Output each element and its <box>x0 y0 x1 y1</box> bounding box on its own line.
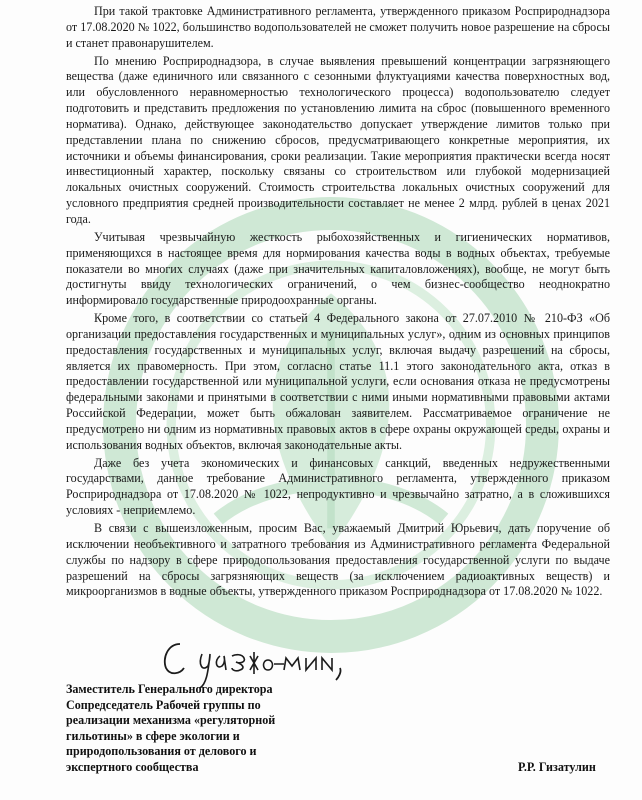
signer-name: Р.Р. Гизатулин <box>518 760 596 774</box>
signer-title-line: гильотины» в сфере экологии и <box>66 728 240 743</box>
signer-title <box>66 682 306 776</box>
letter-body <box>66 4 610 602</box>
paragraph-2: По мнению Росприроднадзора, в случае выявления превышений концентрации загрязняющего вещества (даже единичного или связанного с сезонными флуктуациями качества поверхностных вод, или обусловленного неравномерностью технологического процесса) водопользователю следует подготовить и представить предложения по установлению лимита на сброс (повышенного временного норматива). Однако, действующее законодательство допускает утверждение лимитов только при представлении плана по снижению сбросов, предусматривающего конкретные мероприятия, их источники и объемы финансирования, сроки реализации. Такие мероприятия практически всегда носят инвестиционный характер, поскольку связаны со строительством или глубокой модернизацией локальных очистных сооружений. Стоимость строительства локальных очистных сооружений для условного предприятия средней производительности составляет не менее 2 млрд. рублей в ценах 2021 года. <box>66 53 610 226</box>
signer-title-line: реализации механизма «регуляторной <box>66 713 276 728</box>
paragraph-5: Даже без учета экономических и финансовых санкций, введенных недружественными государствами, данное требование Административного регламента, утвержденного приказом Росприроднадзора от 17.08.2020 № 1022, непродуктивно и чрезвычайно затратно, а в сложившихся условиях - неприемлемо. <box>66 455 610 518</box>
signer-title-line: природопользования от делового и <box>66 744 257 759</box>
handwritten-closing <box>150 630 390 690</box>
paragraph-6: В связи с вышеизложенным, просим Вас, уважаемый Дмитрий Юрьевич, дать поручение об исключении необъективного и затратного требования из Административного регламента Федеральной службы по надзору в сфере природопользования предоставления государственной услуги по выдаче разрешений на сбросы загрязняющих веществ (за исключением радиоактивных веществ) и микроорганизмов в водные объекты, утвержденного приказом Росприроднадзора от 17.08.2020 № 1022. <box>66 521 610 599</box>
signer-title-line: экспертного сообщества <box>66 759 199 774</box>
paragraph-3: Учитывая чрезвычайную жесткость рыбохозяйственных и гигиенических нормативов, применяющихся в настоящее время для нормирования качества воды в водных объектах, требуемые показатели во многих случаях (даже при значительных капиталовложениях), вообще, не могут быть достигнуты ввиду технологических ограничений, о чем бизнес-сообщество неоднократно информировало государственные природоохранные органы. <box>66 229 610 308</box>
paragraph-1: При такой трактовке Административного регламента, утвержденного приказом Росприроднадзора от 17.08.2020 № 1022, большинство водопользователей не сможет получить новое разрешение на сбросы и станет правонарушителем. <box>66 4 610 50</box>
signer-title-line: Заместитель Генерального директора <box>66 682 273 696</box>
paragraph-4: Кроме того, в соответствии со статьей 4 Федерального закона от 27.07.2010 № 210-ФЗ «Об организации предоставления государственных и муниципальных услуг», одним из основных принципов предоставления государственных и муниципальных услуг, включая выдачу разрешений на сбросы, является их правомерность. При этом, согласно статье 11.1 этого законодательного акта, отказ в предоставлении государственной или муниципальной услуги, если основания отказа не предусмотрены федеральными законами и принятыми в соответствии с ними иными нормативными правовыми актами Российской Федерации, может быть обжалован заявителем. Рассматриваемое ограничение не предусмотрено ни одним из нормативных правовых актов в сфере охраны окружающей среды, охраны и использования водных объектов, включая законодательные акты. <box>66 311 610 452</box>
signer-title-line: Сопредседатель Рабочей группы по <box>66 697 261 712</box>
